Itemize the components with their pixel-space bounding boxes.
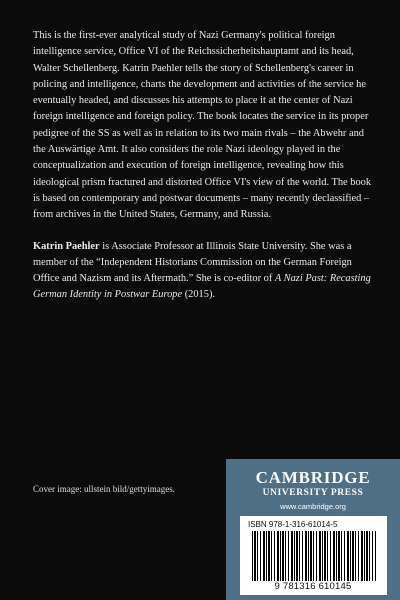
barcode-digits: 9 781316 610145 <box>274 581 352 592</box>
isbn-label: ISBN 978-1-316-61014-5 <box>248 520 338 529</box>
cover-image-credit: Cover image: ullstein bild/gettyimages. <box>33 484 175 494</box>
author-name: Katrin Paehler <box>33 240 100 252</box>
author-bio-end: (2015). <box>182 289 216 301</box>
publisher-url: www.cambridge.org <box>280 502 346 511</box>
barcode-card <box>240 516 387 595</box>
barcode-icon <box>252 531 376 581</box>
author-book-title: A Nazi Past: Recasting German Identity in Postwar Europe <box>33 273 371 301</box>
author-bio-text: is Associate Professor at Illinois State University. She was a member of the “Independent Historians Commission on the German Foreign Office and Nazism and its Aftermath.” She is co-editor of <box>33 240 352 285</box>
publisher-name: CAMBRIDGE <box>255 468 371 487</box>
publisher-panel <box>226 459 400 600</box>
book-description: This is the first-ever analytical study of Nazi Germany's political foreign intelligence service, Office VI of the Reichssicherheitshauptamt and its head, Walter Schellenberg. Katrin Paehler tells the story of Schellenberg's career in policing and intelligence, charts the development and activities of the service he eventually headed, and discusses his attempts to place it at the center of Nazi foreign intelligence and foreign policy. The book locates the service in its proper pedigree of the SS as well as in relation to its two main rivals – the Abwehr and the Auswärtige Amt. It also considers the role Nazi ideology played in the conceptualization and execution of foreign intelligence, revealing how this ideological prism fractured and distorted Office VI's view of the world. The book is based on contemporary and postwar documents – many recently declassified – from archives in the United States, Germany, and Russia. <box>33 30 372 221</box>
author-bio <box>33 239 373 304</box>
publisher-subtitle: UNIVERSITY PRESS <box>262 488 364 498</box>
back-cover-blurb <box>33 28 373 319</box>
